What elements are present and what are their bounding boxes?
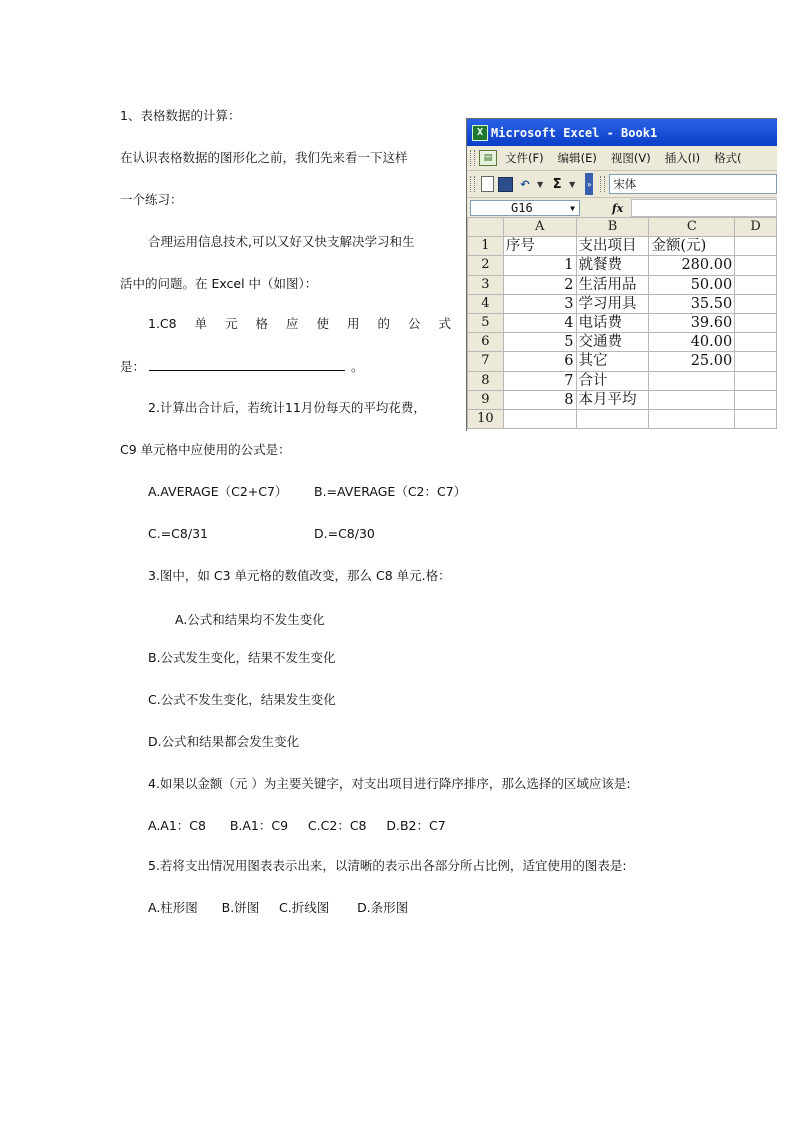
table-row: [468, 294, 777, 313]
cell[interactable]: [735, 294, 777, 313]
q3-option-a: A.公式和结果均不发生变化: [175, 612, 325, 627]
cell[interactable]: [576, 409, 649, 428]
column-header-b[interactable]: B: [576, 218, 649, 237]
toolbar-options-icon[interactable]: »: [585, 173, 593, 195]
q1-word: 1.C8: [148, 316, 177, 331]
cell[interactable]: [735, 352, 777, 371]
cell[interactable]: 6: [503, 352, 576, 371]
insert-function-icon[interactable]: fx: [612, 201, 624, 215]
cell[interactable]: 其它: [576, 352, 649, 371]
row-header[interactable]: 7: [468, 352, 504, 371]
menu-insert[interactable]: 插入(I): [664, 151, 701, 165]
cell[interactable]: 3: [503, 294, 576, 313]
q1-word: 格: [255, 316, 269, 331]
cell[interactable]: [503, 409, 576, 428]
menu-file[interactable]: 文件(F): [505, 151, 544, 165]
q3-option-b: B.公式发生变化，结果不发生变化: [148, 650, 336, 665]
question-2-line-2: C9 单元格中应使用的公式是：: [120, 442, 291, 457]
name-box[interactable]: [470, 200, 580, 216]
cell[interactable]: [735, 371, 777, 390]
intro-line-1: 在认识表格数据的图形化之前，我们先来看一下这样: [120, 150, 408, 165]
cell[interactable]: [735, 237, 777, 256]
chevron-down-icon[interactable]: ▼: [569, 179, 576, 189]
q1-suffix: 。: [351, 359, 364, 374]
chevron-down-icon[interactable]: ▼: [537, 179, 544, 189]
q1-word: 的: [377, 316, 390, 331]
workbook-icon[interactable]: ▤: [479, 150, 497, 166]
select-all-corner[interactable]: [468, 218, 504, 237]
excel-screenshot: [466, 118, 777, 431]
cell[interactable]: 支出项目: [576, 237, 649, 256]
cell[interactable]: [649, 371, 735, 390]
table-row: [468, 256, 777, 275]
question-4: 4.如果以金额（元 ）为主要关键字，对支出项目进行降序排序，那么选择的区域应该是:: [148, 776, 631, 791]
question-3: 3.图中，如 C3 单元格的数值改变，那么 C8 单元.格：: [148, 568, 451, 583]
q2-option-b: B.=AVERAGE（C2：C7）: [314, 484, 467, 499]
cell[interactable]: 40.00: [649, 333, 735, 352]
q3-option-d: D.公式和结果都会发生变化: [148, 734, 300, 749]
cell[interactable]: 1: [503, 256, 576, 275]
q5-options: A.柱形图 B.饼图 C.折线图 D.条形图: [148, 900, 409, 915]
paragraph-line-2: 活中的问题。在 Excel 中（如图）：: [120, 276, 318, 291]
question-1-line-2: [120, 358, 364, 375]
cell[interactable]: 39.60: [649, 313, 735, 332]
font-name-select[interactable]: 宋体: [609, 174, 777, 194]
row-header[interactable]: 5: [468, 313, 504, 332]
cell[interactable]: [735, 256, 777, 275]
row-header[interactable]: 9: [468, 390, 504, 409]
cell[interactable]: 本月平均: [576, 390, 649, 409]
cell[interactable]: [735, 409, 777, 428]
cell[interactable]: 25.00: [649, 352, 735, 371]
q2-option-a: A.AVERAGE（C2+C7）: [148, 484, 288, 499]
answer-blank[interactable]: [149, 358, 345, 371]
q1-word: 公: [407, 316, 421, 331]
cell[interactable]: 7: [503, 371, 576, 390]
cell[interactable]: [649, 409, 735, 428]
menu-format[interactable]: 格式(: [714, 151, 742, 165]
table-row: [468, 237, 777, 256]
column-header-c[interactable]: C: [649, 218, 735, 237]
cell[interactable]: 50.00: [649, 275, 735, 294]
row-header[interactable]: 8: [468, 371, 504, 390]
q1-word: 式: [438, 316, 451, 331]
row-header[interactable]: 2: [468, 256, 504, 275]
cell[interactable]: 生活用品: [576, 275, 649, 294]
row-header[interactable]: 3: [468, 275, 504, 294]
cell[interactable]: 4: [503, 313, 576, 332]
cell[interactable]: [735, 333, 777, 352]
q2-option-c: C.=C8/31: [148, 526, 208, 541]
table-row: [468, 390, 777, 409]
cell[interactable]: 交通费: [576, 333, 649, 352]
worksheet-grid: [467, 217, 777, 429]
table-row: [468, 313, 777, 332]
q4-options: A.A1：C8 B.A1：C9 C.C2：C8 D.B2：C7: [148, 818, 446, 833]
intro-line-2: 一个练习：: [120, 192, 183, 207]
table-row: [468, 371, 777, 390]
q2-option-d: D.=C8/30: [314, 526, 375, 541]
q1-prefix: 是：: [120, 359, 146, 374]
paragraph-line-1: 合理运用信息技术,可以又好又快支解决学习和生: [148, 234, 415, 249]
q1-word: 用: [347, 316, 360, 331]
cell[interactable]: 学习用具: [576, 294, 649, 313]
question-5: 5.若将支出情况用图表表示出来，以清晰的表示出各部分所占比例，适宜使用的图表是:: [148, 858, 627, 873]
undo-icon[interactable]: ↶: [520, 177, 530, 191]
column-header-a[interactable]: A: [503, 218, 576, 237]
cell[interactable]: 280.00: [649, 256, 735, 275]
section-heading: 1、表格数据的计算：: [120, 108, 241, 123]
cell[interactable]: 金额(元): [649, 237, 735, 256]
cell[interactable]: [735, 313, 777, 332]
q3-option-c: C.公式不发生变化，结果发生变化: [148, 692, 336, 707]
row-header[interactable]: 1: [468, 237, 504, 256]
new-file-icon[interactable]: [481, 176, 494, 192]
cell[interactable]: 35.50: [649, 294, 735, 313]
toolbar-grip: [600, 176, 605, 192]
cell[interactable]: [735, 390, 777, 409]
menu-bar: [467, 146, 777, 171]
q1-word: 应: [286, 316, 299, 331]
row-header[interactable]: 6: [468, 333, 504, 352]
cell[interactable]: 序号: [503, 237, 576, 256]
formula-input[interactable]: [631, 199, 777, 217]
table-row: [468, 409, 777, 428]
chevron-down-icon[interactable]: ▼: [570, 203, 575, 213]
q1-word: 使: [316, 316, 330, 331]
excel-title-bar: [467, 119, 777, 146]
cell[interactable]: 就餐费: [576, 256, 649, 275]
toolbar-grip: [470, 176, 475, 192]
cell[interactable]: 5: [503, 333, 576, 352]
window-title: Microsoft Excel - Book1: [491, 125, 658, 140]
cell[interactable]: [735, 275, 777, 294]
cell[interactable]: 2: [503, 275, 576, 294]
standard-toolbar: [467, 171, 777, 198]
column-header-d[interactable]: D: [735, 218, 777, 237]
save-icon[interactable]: [498, 177, 513, 192]
menu-edit[interactable]: 编辑(E): [557, 151, 597, 165]
q1-word: 元: [225, 316, 238, 331]
menu-view[interactable]: 视图(V): [610, 151, 651, 165]
excel-app-icon: X: [472, 125, 488, 141]
cell[interactable]: 8: [503, 390, 576, 409]
q1-word: 单: [194, 316, 208, 331]
name-box-value: G16: [511, 201, 533, 215]
row-header[interactable]: 10: [468, 409, 504, 428]
formula-bar: [467, 198, 777, 219]
cell[interactable]: 电话费: [576, 313, 649, 332]
autosum-button[interactable]: Σ: [552, 176, 562, 192]
question-1-line-1: [148, 316, 451, 332]
question-2-line-1: 2.计算出合计后，若统计11月份每天的平均花费，: [148, 400, 426, 415]
cell[interactable]: 合计: [576, 371, 649, 390]
table-row: [468, 352, 777, 371]
row-header[interactable]: 4: [468, 294, 504, 313]
toolbar-grip: [470, 150, 475, 166]
cell[interactable]: [649, 390, 735, 409]
table-row: [468, 333, 777, 352]
table-row: [468, 275, 777, 294]
